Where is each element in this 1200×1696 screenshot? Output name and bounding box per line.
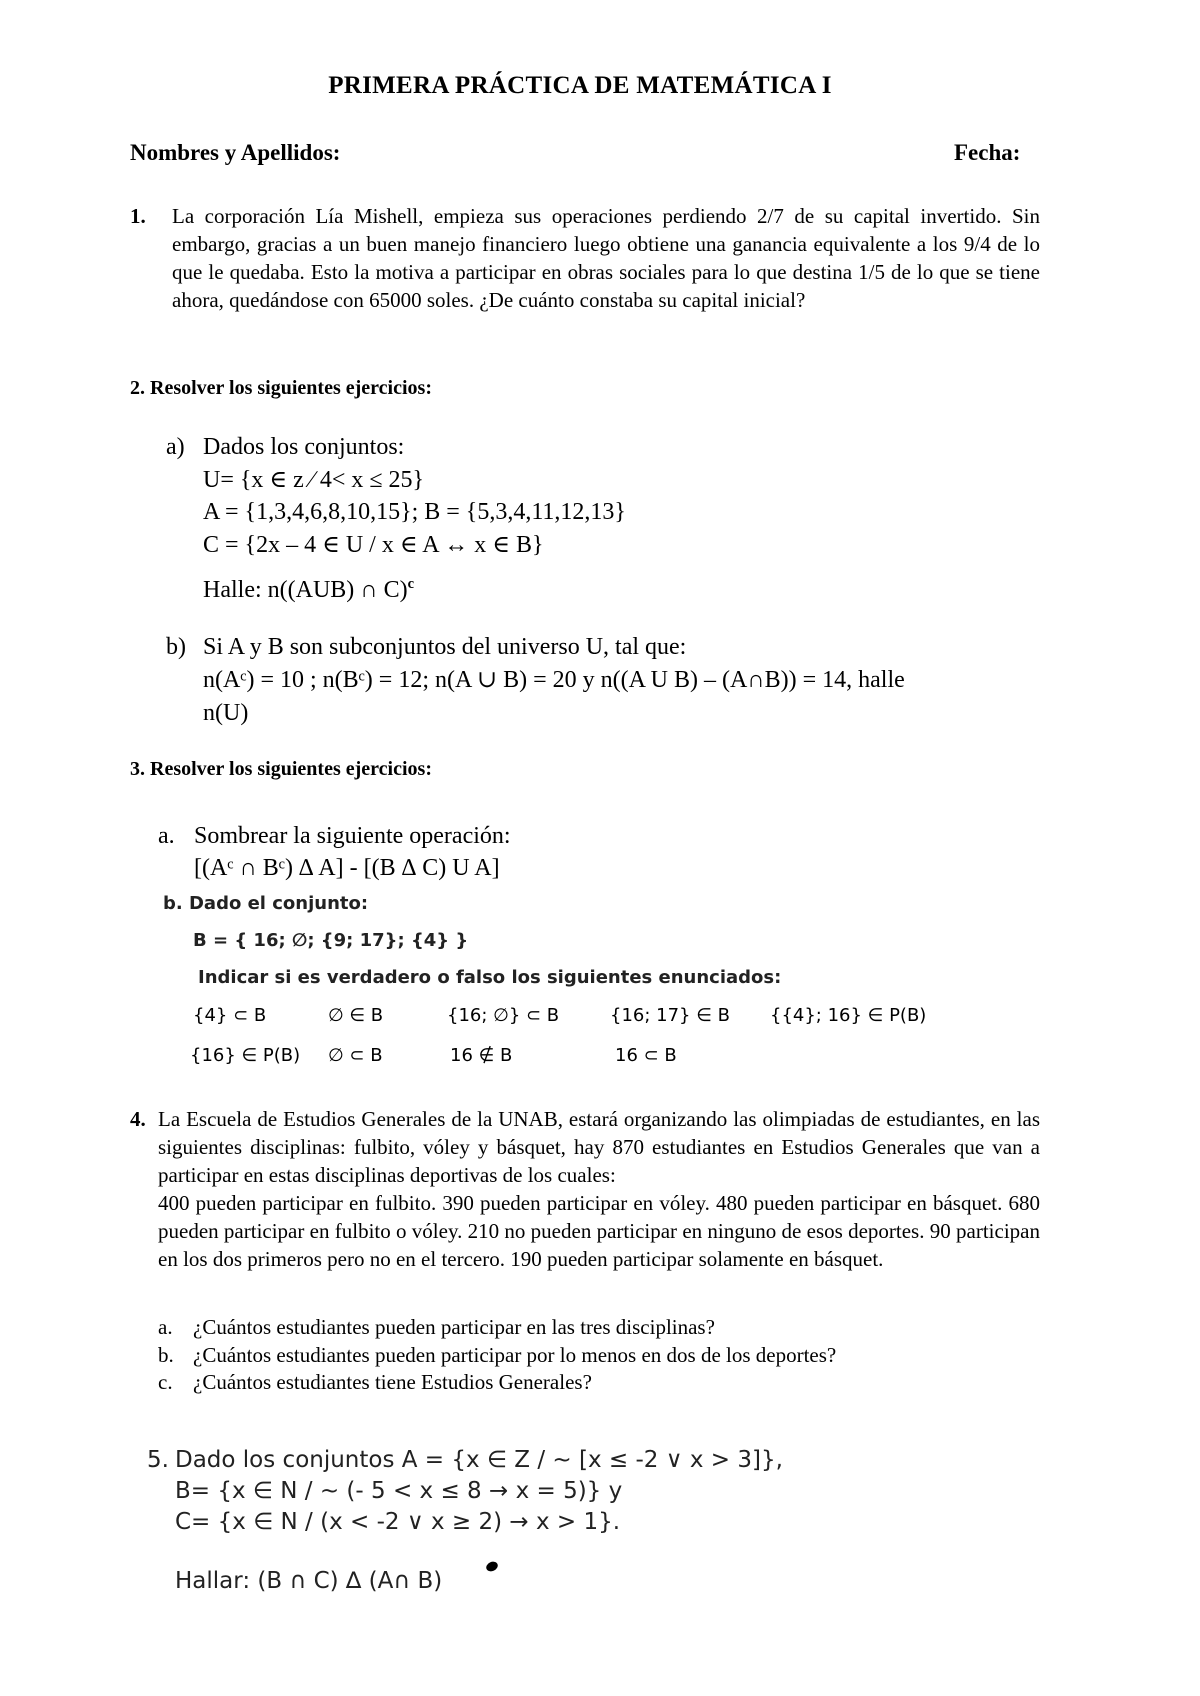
question-5-line2: B= {x ∈ N / ~ (- 5 < x ≤ 8 → x = 5)} y bbox=[175, 1478, 623, 1504]
question-2b-line2: n(Aᶜ) = 10 ; n(Bᶜ) = 12; n(A ∪ B) = 20 y n((A U B) – (A∩B)) = 14, halle bbox=[203, 667, 905, 693]
question-3a-line1: Sombrear la siguiente operación: bbox=[194, 823, 511, 849]
question-2a-set-c: C = {2x – 4 ∈ U / x ∈ A ↔ x ∈ B} bbox=[203, 532, 544, 558]
statement: ∅ ⊂ B bbox=[328, 1045, 383, 1066]
question-3b-instruction: Indicar si es verdadero o falso los siguientes enunciados: bbox=[198, 967, 782, 988]
question-2a-universe: U= {x ∈ z ∕ 4< x ≤ 25} bbox=[203, 467, 425, 493]
question-3-heading: 3. Resolver los siguientes ejercicios: bbox=[130, 758, 432, 780]
question-4c-text: ¿Cuántos estudiantes tiene Estudios Generales? bbox=[193, 1370, 592, 1394]
question-1 bbox=[130, 202, 1040, 314]
page-title: PRIMERA PRÁCTICA DE MATEMÁTICA I bbox=[328, 72, 832, 99]
question-2a-label: a) bbox=[166, 434, 185, 460]
question-2b-line1: Si A y B son subconjuntos del universo U, tal que: bbox=[203, 634, 687, 660]
question-1-text: La corporación Lía Mishell, empieza sus operaciones perdiendo 2/7 de su capital invertido. Sin embargo, gracias a un buen manejo financiero luego obtiene una ganancia equivalente a los 9/4 de lo que le quedaba. Esto la motiva a participar en obras sociales para lo que destina 1/5 de lo que se tiene ahora, quedándose con 65000 soles. ¿De cuánto constaba su capital inicial? bbox=[172, 204, 1040, 312]
statement: 16 ∉ B bbox=[450, 1045, 513, 1066]
question-4a-text: ¿Cuántos estudiantes pueden participar en las tres disciplinas? bbox=[193, 1315, 715, 1339]
question-4b-text: ¿Cuántos estudiantes pueden participar por lo menos en dos de los deportes? bbox=[193, 1343, 837, 1367]
question-2a-line1: Dados los conjuntos: bbox=[203, 434, 405, 460]
question-4a-label: a. bbox=[158, 1315, 173, 1339]
statement: 16 ⊂ B bbox=[615, 1045, 677, 1066]
complement-sup: c bbox=[407, 576, 415, 592]
question-2b-label: b) bbox=[166, 634, 186, 660]
question-3b-heading: b. Dado el conjunto: bbox=[163, 893, 369, 914]
ink-blot bbox=[485, 1560, 500, 1573]
question-4-text: La Escuela de Estudios Generales de la UNAB, estará organizando las olimpiadas de estudiantes, en las siguientes disciplinas: fulbito, vóley y básquet, hay 870 estudiantes en Estudios Generales que van a participar en estas disciplinas deportivas de los cuales: bbox=[158, 1107, 1040, 1187]
question-3a-label: a. bbox=[158, 823, 175, 849]
question-2a-find-text: Halle: n((AUB) ∩ C) bbox=[203, 577, 408, 603]
statement: {4} ⊂ B bbox=[193, 1005, 267, 1026]
question-5-find: Hallar: (B ∩ C) ∆ (A∩ B) bbox=[175, 1568, 443, 1594]
date-label: Fecha: bbox=[954, 140, 1021, 165]
question-2b-line3: n(U) bbox=[203, 700, 249, 726]
question-4b-label: b. bbox=[158, 1343, 174, 1367]
question-2-heading: 2. Resolver los siguientes ejercicios: bbox=[130, 377, 432, 399]
question-2a-sets-ab: A = {1,3,4,6,8,10,15}; B = {5,3,4,11,12,13} bbox=[203, 499, 626, 525]
question-3b-set: B = { 16; ∅; {9; 17}; {4} } bbox=[193, 930, 469, 951]
question-4-data: 400 pueden participar en fulbito. 390 pueden participar en vóley. 480 pueden participar en básquet. 680 pueden participar en fulbito o vóley. 210 no pueden participar en ninguno de esos deportes. 90 participan en los dos primeros pero no en el tercero. 190 pueden participar solamente en básquet. bbox=[158, 1191, 1040, 1271]
question-5-line1: Dado los conjuntos A = {x ∈ Z / ~ [x ≤ -2 ∨ x > 3]}, bbox=[175, 1447, 783, 1473]
question-3a-operation: [(Aᶜ ∩ Bᶜ) ∆ A] - [(B ∆ C) U A] bbox=[194, 855, 500, 881]
statement: ∅ ∈ B bbox=[328, 1005, 384, 1026]
statement: {{4}; 16} ∈ P(B) bbox=[770, 1005, 927, 1026]
question-5-line3: C= {x ∈ N / (x < -2 ∨ x ≥ 2) → x > 1}. bbox=[175, 1509, 621, 1535]
question-5-number: 5. bbox=[147, 1447, 169, 1473]
question-2a-find bbox=[203, 569, 414, 606]
statement: {16} ∈ P(B) bbox=[190, 1045, 301, 1066]
question-4c-label: c. bbox=[158, 1370, 173, 1394]
question-4-number: 4. bbox=[130, 1107, 146, 1131]
statement: {16; 17} ∈ B bbox=[610, 1005, 730, 1026]
name-label: Nombres y Apellidos: bbox=[130, 140, 341, 165]
question-4 bbox=[130, 1105, 1040, 1273]
statement: {16; ∅} ⊂ B bbox=[447, 1005, 560, 1026]
question-1-number: 1. bbox=[130, 204, 146, 228]
